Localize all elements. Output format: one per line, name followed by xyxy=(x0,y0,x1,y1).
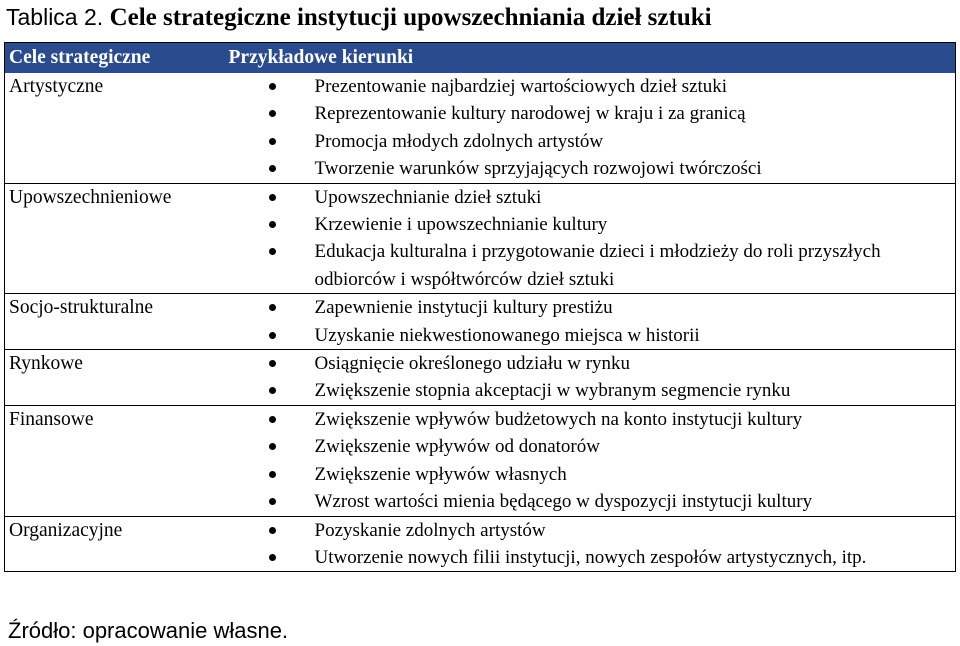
goal-category: Rynkowe xyxy=(5,350,221,406)
bullet-icon xyxy=(269,248,276,255)
list-item xyxy=(221,350,956,377)
list-item-text: Reprezentowanie kultury narodowej w kraju i za granicą xyxy=(314,103,746,125)
list-item-text: Krzewienie i upowszechnianie kultury xyxy=(314,214,608,236)
bullet-icon xyxy=(269,498,276,505)
list-item xyxy=(221,100,956,127)
goal-directions-cell xyxy=(221,405,956,516)
directions-list xyxy=(221,350,956,405)
directions-list xyxy=(221,184,956,294)
list-item xyxy=(221,433,956,460)
bullet-icon xyxy=(269,221,276,228)
list-item xyxy=(221,238,956,293)
list-item xyxy=(221,517,956,544)
list-item-text: Utworzenie nowych filii instytucji, nowych zespołów artystycznych, itp. xyxy=(314,546,867,568)
goal-directions-cell xyxy=(221,350,956,406)
bullet-icon xyxy=(269,194,276,201)
list-item xyxy=(221,294,956,321)
bullet-icon xyxy=(269,387,276,394)
table-number: Tablica 2. xyxy=(6,4,104,30)
bullet-icon xyxy=(269,416,276,423)
goal-directions-cell xyxy=(221,73,956,183)
bullet-icon xyxy=(269,165,276,172)
list-item-text: Edukacja kulturalna i przygotowanie dzieci i młodzieży do roli przyszłych odbiorców i współtwórców dzieł sztuki xyxy=(314,241,881,290)
bullet-icon xyxy=(269,471,276,478)
list-item xyxy=(221,155,956,182)
list-item-text: Osiągnięcie określonego udziału w rynku xyxy=(314,353,631,375)
bullet-icon xyxy=(269,527,276,534)
list-item-text: Upowszechnianie dzieł sztuki xyxy=(314,186,542,208)
bullet-icon xyxy=(269,83,276,90)
goal-directions-cell xyxy=(221,294,956,350)
bullet-icon xyxy=(269,360,276,367)
source-note: Źródło: opracowanie własne. xyxy=(8,618,289,643)
list-item-text: Tworzenie warunków sprzyjających rozwojowi twórczości xyxy=(314,158,762,180)
list-item-text: Promocja młodych zdolnych artystów xyxy=(314,130,604,152)
list-item-text: Zwiększenie stopnia akceptacji w wybranym segmencie rynku xyxy=(314,380,791,402)
table-row xyxy=(5,73,956,183)
table-row xyxy=(5,350,956,406)
goal-category: Organizacyjne xyxy=(5,516,221,572)
directions-list xyxy=(221,294,956,349)
directions-list xyxy=(221,73,956,183)
list-item xyxy=(221,322,956,349)
table-row xyxy=(5,516,956,572)
strategic-goals-table xyxy=(4,42,956,572)
bullet-icon xyxy=(269,443,276,450)
goal-directions-cell xyxy=(221,516,956,572)
bullet-icon xyxy=(269,332,276,339)
list-item xyxy=(221,461,956,488)
list-item xyxy=(221,544,956,571)
goal-directions-cell xyxy=(221,183,956,294)
list-item xyxy=(221,211,956,238)
goal-category: Artystyczne xyxy=(9,76,104,97)
list-item xyxy=(221,128,956,155)
list-item-text: Wzrost wartości mienia będącego w dyspozycji instytucji kultury xyxy=(314,491,813,513)
column-header-directions: Przykładowe kierunki xyxy=(221,43,956,74)
list-item xyxy=(221,184,956,211)
list-item-text: Zapewnienie instytucji kultury prestiżu xyxy=(314,297,613,319)
goal-category: Finansowe xyxy=(5,405,221,516)
table-header-row xyxy=(5,43,956,74)
list-item-text: Zwiększenie wpływów od donatorów xyxy=(314,436,600,458)
list-item xyxy=(221,73,956,100)
directions-list xyxy=(221,406,956,516)
table-row xyxy=(5,294,956,350)
table-caption xyxy=(6,0,712,34)
table-row xyxy=(5,405,956,516)
list-item xyxy=(221,406,956,433)
table-title: Cele strategiczne instytucji upowszechniania dzieł sztuki xyxy=(109,4,712,31)
bullet-icon xyxy=(269,304,276,311)
bullet-icon xyxy=(269,110,276,117)
goal-category: Upowszechnieniowe xyxy=(5,183,221,294)
list-item-text: Uzyskanie niekwestionowanego miejsca w historii xyxy=(314,324,700,346)
list-item xyxy=(221,377,956,404)
bullet-icon xyxy=(269,554,276,561)
list-item-text: Zwiększenie wpływów własnych xyxy=(314,463,567,485)
column-header-goals: Cele strategiczne xyxy=(5,43,221,74)
bullet-icon xyxy=(269,138,276,145)
list-item xyxy=(221,488,956,515)
list-item-text: Zwiększenie wpływów budżetowych na konto instytucji kultury xyxy=(314,408,803,430)
table-row xyxy=(5,183,956,294)
goal-category: Socjo-strukturalne xyxy=(5,294,221,350)
directions-list xyxy=(221,517,956,572)
list-item-text: Prezentowanie najbardziej wartościowych dzieł sztuki xyxy=(314,76,728,97)
list-item-text: Pozyskanie zdolnych artystów xyxy=(314,519,546,541)
